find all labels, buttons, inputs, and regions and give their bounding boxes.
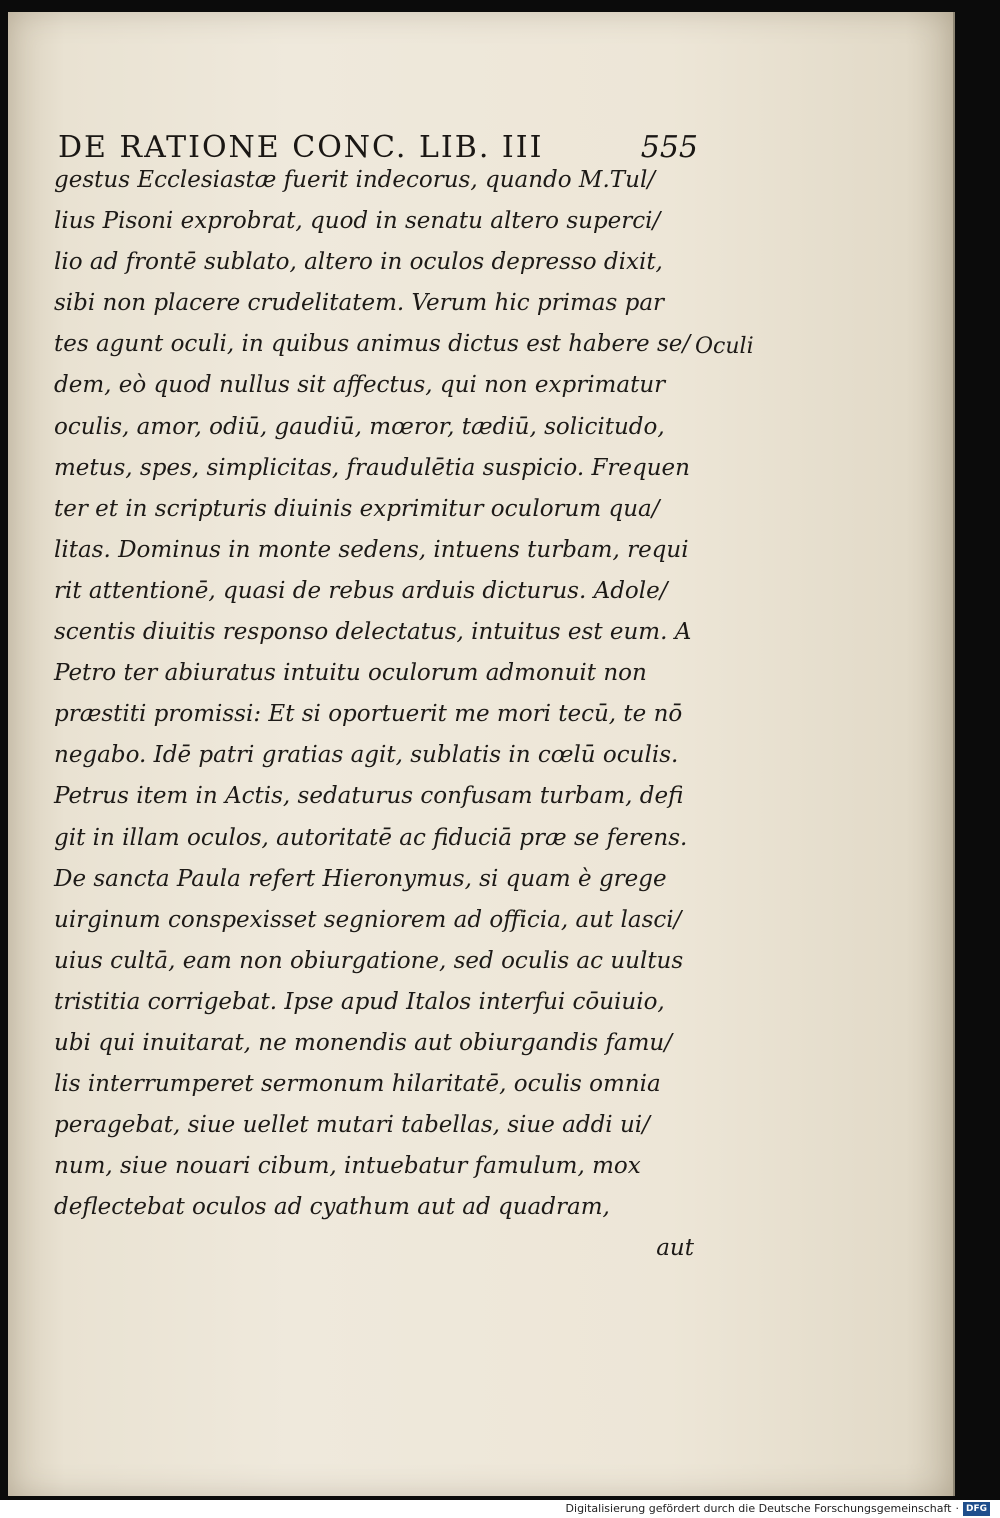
text-line: tristitia corrigebat. Ipse apud Italos interfui cōuiuio, [54,988,665,1015]
text-line: rit attentionē, quasi de rebus arduis dicturus. Adole/ [54,577,668,604]
catchword: aut [656,1235,694,1262]
footer-credit: Digitalisierung gefördert durch die Deutsche Forschungsgemeinschaft [565,1502,952,1515]
text-line: lius Pisoni exprobrat, quod in senatu altero superci/ [54,208,661,235]
text-line: negabo. Idē patri gratias agit, sublatis in cœlū oculis. [54,742,679,769]
text-line: lis interrumperet sermonum hilaritatē, oculis omnia [54,1071,661,1098]
text-line: litas. Dominus in monte sedens, intuens turbam, requi [54,536,689,563]
text-line: sibi non placere crudelitatem. Verum hic primas par [54,290,665,317]
text-line: uius cultā, eam non obiurgatione, sed oculis ac uultus [54,947,684,974]
text-line: tes agunt oculi, in quibus animus dictus est habere se/ [54,331,691,358]
text-line: dem, eò quod nullus sit affectus, qui non exprimatur [54,372,666,399]
text-line: git in illam oculos, autoritatē ac fiduciā præ se ferens. [54,824,688,851]
text-line: præstiti promissi: Et si oportuerit me mori tecū, te nō [54,701,683,728]
text-line: metus, spes, simplicitas, fraudulētia suspicio. Frequen [54,454,690,481]
text-line: uirginum conspexisset segniorem ad officia, aut lasci/ [54,906,682,933]
text-line: scentis diuitis responso delectatus, intuitus est eum. A [54,619,692,646]
text-line: ter et in scripturis diuinis exprimitur oculorum qua/ [54,495,660,522]
text-line: Petro ter abiuratus intuitu oculorum admonuit non [54,660,647,687]
text-line: De sancta Paula refert Hieronymus, si quam è grege [54,865,667,892]
margin-note: Oculi [695,334,754,359]
text-line: ubi qui inuitarat, ne monendis aut obiurgandis famu/ [54,1029,672,1056]
text-line: gestus Ecclesiastæ fuerit indecorus, quando M.Tul/ [54,167,656,193]
text-line: num, siue nouari cibum, intuebatur famulum, mox [54,1153,641,1180]
running-title: DE RATIONE CONC. LIB. III [58,130,544,165]
body-text [54,160,714,1270]
catchword-line [54,1228,714,1269]
digitization-footer: Digitalisierung gefördert durch die Deutsche Forschungsgemeinschaft · DFG [566,1500,990,1518]
text-line: peragebat, siue uellet mutari tabellas, siue addi ui/ [54,1112,650,1139]
text-line: deflectebat oculos ad cyathum aut ad quadram, [54,1194,610,1221]
text-line: Petrus item in Actis, sedaturus confusam turbam, defi [54,783,684,810]
text-line: oculis, amor, odiū, gaudiū, mœror, tædiū, solicitudo, [54,413,665,440]
text-line: lio ad frontē sublato, altero in oculos depresso dixit, [54,249,663,276]
page-number: 555 [640,130,698,165]
dfg-logo-icon: DFG [963,1502,990,1516]
